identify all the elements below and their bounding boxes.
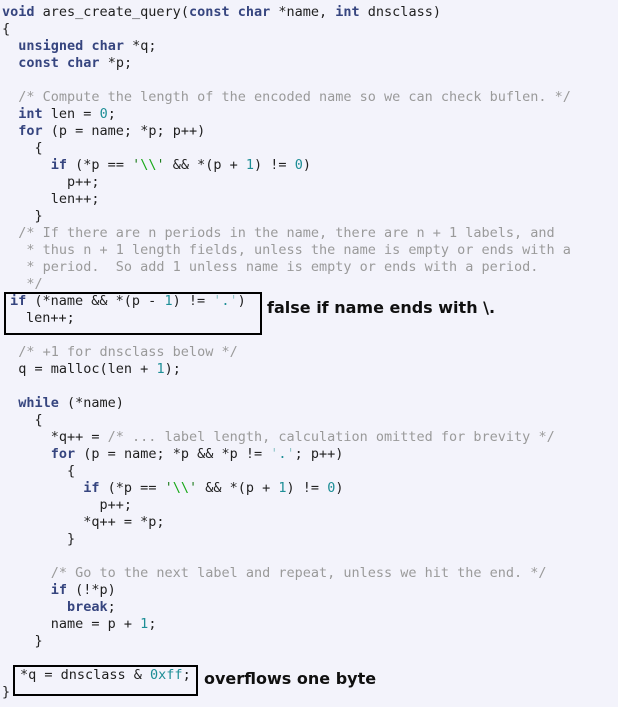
code-token-p: (!*p): [67, 582, 116, 598]
code-token-p: *q = dnsclass &: [20, 667, 151, 683]
code-token-kw: unsigned: [18, 38, 84, 54]
code-token-p: *q;: [123, 38, 157, 54]
code-token-p: ;: [148, 616, 157, 632]
code-token-kw: const: [188, 4, 230, 20]
code-token-kw: int: [335, 4, 360, 20]
code-token-p: len++;: [2, 191, 100, 207]
code-line: [2, 157, 618, 174]
code-line: [2, 565, 618, 582]
code-line: [2, 599, 618, 616]
code-token-str: \\: [172, 480, 189, 496]
code-token-p: ): [335, 480, 344, 496]
code-token-p: *q++ = *p;: [2, 514, 165, 530]
code-token-p: [2, 480, 83, 496]
code-token-p: name = p +: [2, 616, 141, 632]
code-token-num: 1: [164, 293, 173, 309]
code-token-com: /* Compute the length of the encoded name so we can check buflen. */: [2, 89, 571, 105]
code-token-p: *name,: [270, 4, 336, 20]
code-token-num: 1: [245, 157, 255, 173]
code-token-kw: char: [91, 38, 124, 54]
code-token-p: [2, 106, 18, 122]
code-line: [2, 429, 618, 446]
highlight-box-name-check: [4, 292, 262, 335]
code-token-num: 0: [327, 480, 336, 496]
code-token-p: );: [164, 361, 181, 377]
annotation-overflows-one-byte: overflows one byte: [204, 669, 377, 688]
code-token-chr: .: [221, 293, 230, 309]
code-line: [2, 446, 618, 463]
code-line: [2, 582, 618, 599]
code-token-num: 0xff: [150, 667, 183, 683]
code-token-com: /* If there are n periods in the name, there are n + 1 labels, and: [2, 225, 555, 241]
code-token-p: [2, 582, 51, 598]
code-token-p: [59, 55, 67, 71]
code-token-p: ) !=: [286, 480, 328, 496]
code-token-chrq: ': [229, 293, 238, 309]
code-token-p: [2, 55, 18, 71]
code-token-p: len =: [42, 106, 100, 122]
code-token-p: ares_create_query(: [34, 4, 189, 20]
code-line: [2, 259, 618, 276]
code-line: [2, 21, 618, 38]
code-line: [2, 514, 618, 531]
code-token-p: (p = name; *p && *p !=: [75, 446, 271, 462]
code-token-chrq: ': [270, 446, 279, 462]
code-token-p: }: [2, 684, 11, 700]
code-token-chrq: ': [286, 446, 295, 462]
code-token-str: \\: [140, 157, 157, 173]
code-token-kw: const: [18, 55, 59, 71]
code-token-p: [2, 395, 18, 411]
code-token-com: /* +1 for dnsclass below */: [2, 344, 238, 360]
code-token-p: p++;: [2, 174, 100, 190]
code-token-p: {: [2, 140, 43, 156]
code-token-p: *p;: [99, 55, 133, 71]
code-line: [2, 225, 618, 242]
code-token-kw: if: [50, 157, 68, 173]
code-token-strq: ': [188, 480, 198, 496]
annotation-false-if-name-ends-with-backslash-dot: false if name ends with \.: [267, 298, 496, 317]
code-token-kw: if: [83, 480, 100, 496]
code-token-strq: ': [132, 157, 141, 173]
code-token-p: (p = name; *p; p++): [42, 123, 206, 139]
code-token-p: [230, 4, 238, 20]
code-line: [2, 633, 618, 650]
code-token-p: {: [2, 463, 76, 479]
code-token-p: ;: [182, 667, 191, 683]
code-token-p: }: [2, 531, 76, 547]
code-line: [2, 174, 618, 191]
code-line: [2, 4, 618, 21]
code-line: [2, 38, 618, 55]
code-token-com: * thus n + 1 length fields, unless the name is empty or ends with a: [2, 242, 571, 258]
code-token-kw: char: [237, 4, 271, 20]
code-token-p: *q++ =: [2, 429, 108, 445]
code-token-p: && *(p +: [197, 480, 279, 496]
code-line: [2, 412, 618, 429]
code-token-p: dnsclass): [359, 4, 441, 20]
code-token-com: */: [2, 276, 43, 292]
code-token-num: 1: [156, 361, 165, 377]
code-line: [2, 463, 618, 480]
code-line: [2, 378, 618, 395]
code-line: [2, 344, 618, 361]
code-token-p: }: [2, 208, 43, 224]
code-token-p: [2, 599, 67, 615]
code-line: [2, 72, 618, 89]
code-token-p: ;: [107, 599, 116, 615]
code-line: [2, 361, 618, 378]
code-token-p: }: [2, 633, 43, 649]
code-token-p: ;: [107, 106, 116, 122]
code-token-com: /* Go to the next label and repeat, unless we hit the end. */: [2, 565, 547, 581]
code-token-p: (*name): [58, 395, 124, 411]
code-line: [2, 191, 618, 208]
code-token-p: [2, 38, 18, 54]
code-line: [2, 616, 618, 633]
code-line: [2, 395, 618, 412]
code-token-com: /* ... label length, calculation omitted for brevity */: [107, 429, 555, 445]
code-line: [2, 106, 618, 123]
code-token-chr: .: [278, 446, 287, 462]
code-token-p: (*p ==: [99, 480, 165, 496]
code-line: [2, 55, 618, 72]
code-token-kw: for: [50, 446, 76, 462]
code-token-kw: char: [67, 55, 100, 71]
code-token-com: * period. So add 1 unless name is empty or ends with a period.: [2, 259, 539, 275]
code-token-num: 1: [278, 480, 287, 496]
code-token-p: [2, 446, 51, 462]
code-token-p: ) !=: [172, 293, 214, 309]
code-token-p: [2, 157, 51, 173]
code-token-p: (*name && *(p -: [26, 293, 165, 309]
code-token-kw: if: [50, 582, 68, 598]
highlight-box-overflow: [13, 665, 198, 696]
code-token-p: ; p++): [294, 446, 344, 462]
code-line: [2, 548, 618, 565]
code-token-p: ) !=: [254, 157, 295, 173]
code-token-kw: break: [67, 599, 108, 615]
code-token-p: && *(p +: [164, 157, 246, 173]
code-token-strq: ': [164, 480, 173, 496]
code-token-p: [2, 123, 18, 139]
code-token-p: ): [302, 157, 311, 173]
code-line: [2, 276, 618, 293]
code-line: [2, 208, 618, 225]
code-line: [2, 89, 618, 106]
code-line: [2, 531, 618, 548]
code-token-kw: for: [18, 123, 43, 139]
code-token-num: 0: [99, 106, 108, 122]
code-line: [2, 140, 618, 157]
code-line: [2, 480, 618, 497]
code-token-num: 0: [294, 157, 303, 173]
code-token-num: 1: [140, 616, 149, 632]
code-token-p: {: [2, 412, 43, 428]
code-token-p: (*p ==: [67, 157, 133, 173]
code-token-p: ): [237, 293, 246, 309]
code-token-chrq: ': [213, 293, 222, 309]
code-token-kw: int: [18, 106, 43, 122]
code-token-kw: if: [10, 293, 27, 309]
code-token-kw: void: [2, 4, 35, 20]
code-token-p: len++;: [26, 310, 75, 326]
code-line: [2, 123, 618, 140]
code-token-p: {: [2, 21, 11, 37]
code-token-p: q = malloc(len +: [2, 361, 157, 377]
code-token-p: p++;: [2, 497, 133, 513]
code-line: [2, 497, 618, 514]
code-line: [2, 242, 618, 259]
code-token-kw: while: [18, 395, 59, 411]
code-token-strq: ': [156, 157, 165, 173]
